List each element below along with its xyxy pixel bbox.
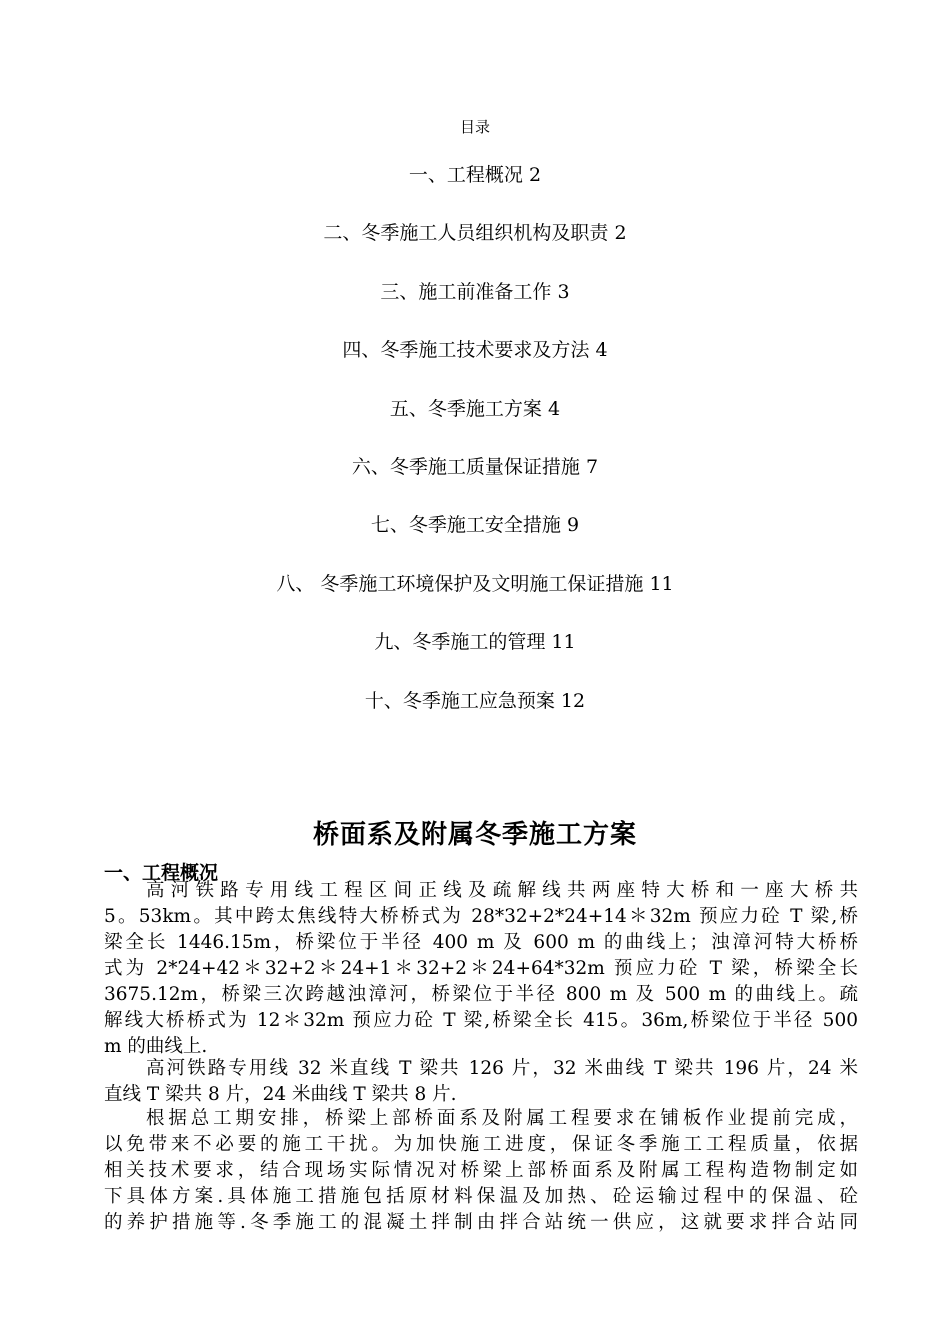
toc-item-8[interactable]: 八、 冬季施工环境保护及文明施工保证措施 11 xyxy=(276,573,674,595)
toc-item-5[interactable]: 五、冬季施工方案 4 xyxy=(389,398,561,420)
paragraph-line: 以免带来不必要的施工干扰。为加快施工进度，保证冬季施工工程质量，依据 xyxy=(104,1134,858,1155)
paragraph-line: 3675.12m，桥梁三次跨越浊漳河，桥梁位于半径 800 m 及 500 m 的曲线上。疏 xyxy=(104,984,858,1005)
paragraph-line: 根据总工期安排，桥梁上部桥面系及附属工程要求在铺板作业提前完成， xyxy=(146,1108,858,1129)
paragraph-line: 直线 T 梁共 8 片，24 米曲线 T 梁共 8 片. xyxy=(104,1084,457,1105)
paragraph-line: 高河铁路专用线工程区间正线及疏解线共两座特大桥和一座大桥共 xyxy=(146,880,858,901)
toc-item-3[interactable]: 三、施工前准备工作 3 xyxy=(380,281,570,303)
paragraph-line: 的养护措施等.冬季施工的混凝土拌制由拌合站统一供应，这就要求拌合站同 xyxy=(104,1212,858,1233)
toc-item-7[interactable]: 七、冬季施工安全措施 9 xyxy=(370,514,580,536)
document-title: 桥面系及附属冬季施工方案 xyxy=(312,820,637,850)
paragraph-line: 5。53km。其中跨太焦线特大桥桥式为 28*32+2*24+14＊32m 预应力砼 T 梁,桥 xyxy=(104,906,858,927)
toc-item-6[interactable]: 六、冬季施工质量保证措施 7 xyxy=(351,456,599,478)
toc-title: 目录 xyxy=(459,118,490,136)
section-heading: 一、工程概况 xyxy=(104,862,219,884)
paragraph-line: 相关技术要求，结合现场实际情况对桥梁上部桥面系及附属工程构造物制定如 xyxy=(104,1160,858,1181)
toc-item-2[interactable]: 二、冬季施工人员组织机构及职责 2 xyxy=(323,222,627,244)
paragraph-line: m 的曲线上. xyxy=(104,1036,208,1057)
toc-item-10[interactable]: 十、冬季施工应急预案 12 xyxy=(364,690,586,712)
toc-item-9[interactable]: 九、冬季施工的管理 11 xyxy=(374,631,576,653)
paragraph-line: 式为 2*24+42＊32+2＊24+1＊32+2＊24+64*32m 预应力砼 T 梁，桥梁全长 xyxy=(104,958,858,979)
toc-item-4[interactable]: 四、冬季施工技术要求及方法 4 xyxy=(342,339,608,361)
paragraph-line: 下具体方案.具体施工措施包括原材料保温及加热、砼运输过程中的保温、砼 xyxy=(104,1186,858,1207)
paragraph-line: 解线大桥桥式为 12＊32m 预应力砼 T 梁,桥梁全长 415。36m,桥梁位于半径 500 xyxy=(104,1010,858,1031)
toc-item-1[interactable]: 一、工程概况 2 xyxy=(408,164,542,186)
paragraph-line: 梁全长 1446.15m，桥梁位于半径 400 m 及 600 m 的曲线上；浊漳河特大桥桥 xyxy=(104,932,858,953)
paragraph-line: 高河铁路专用线 32 米直线 T 梁共 126 片，32 米曲线 T 梁共 196 片，24 米 xyxy=(146,1058,858,1079)
